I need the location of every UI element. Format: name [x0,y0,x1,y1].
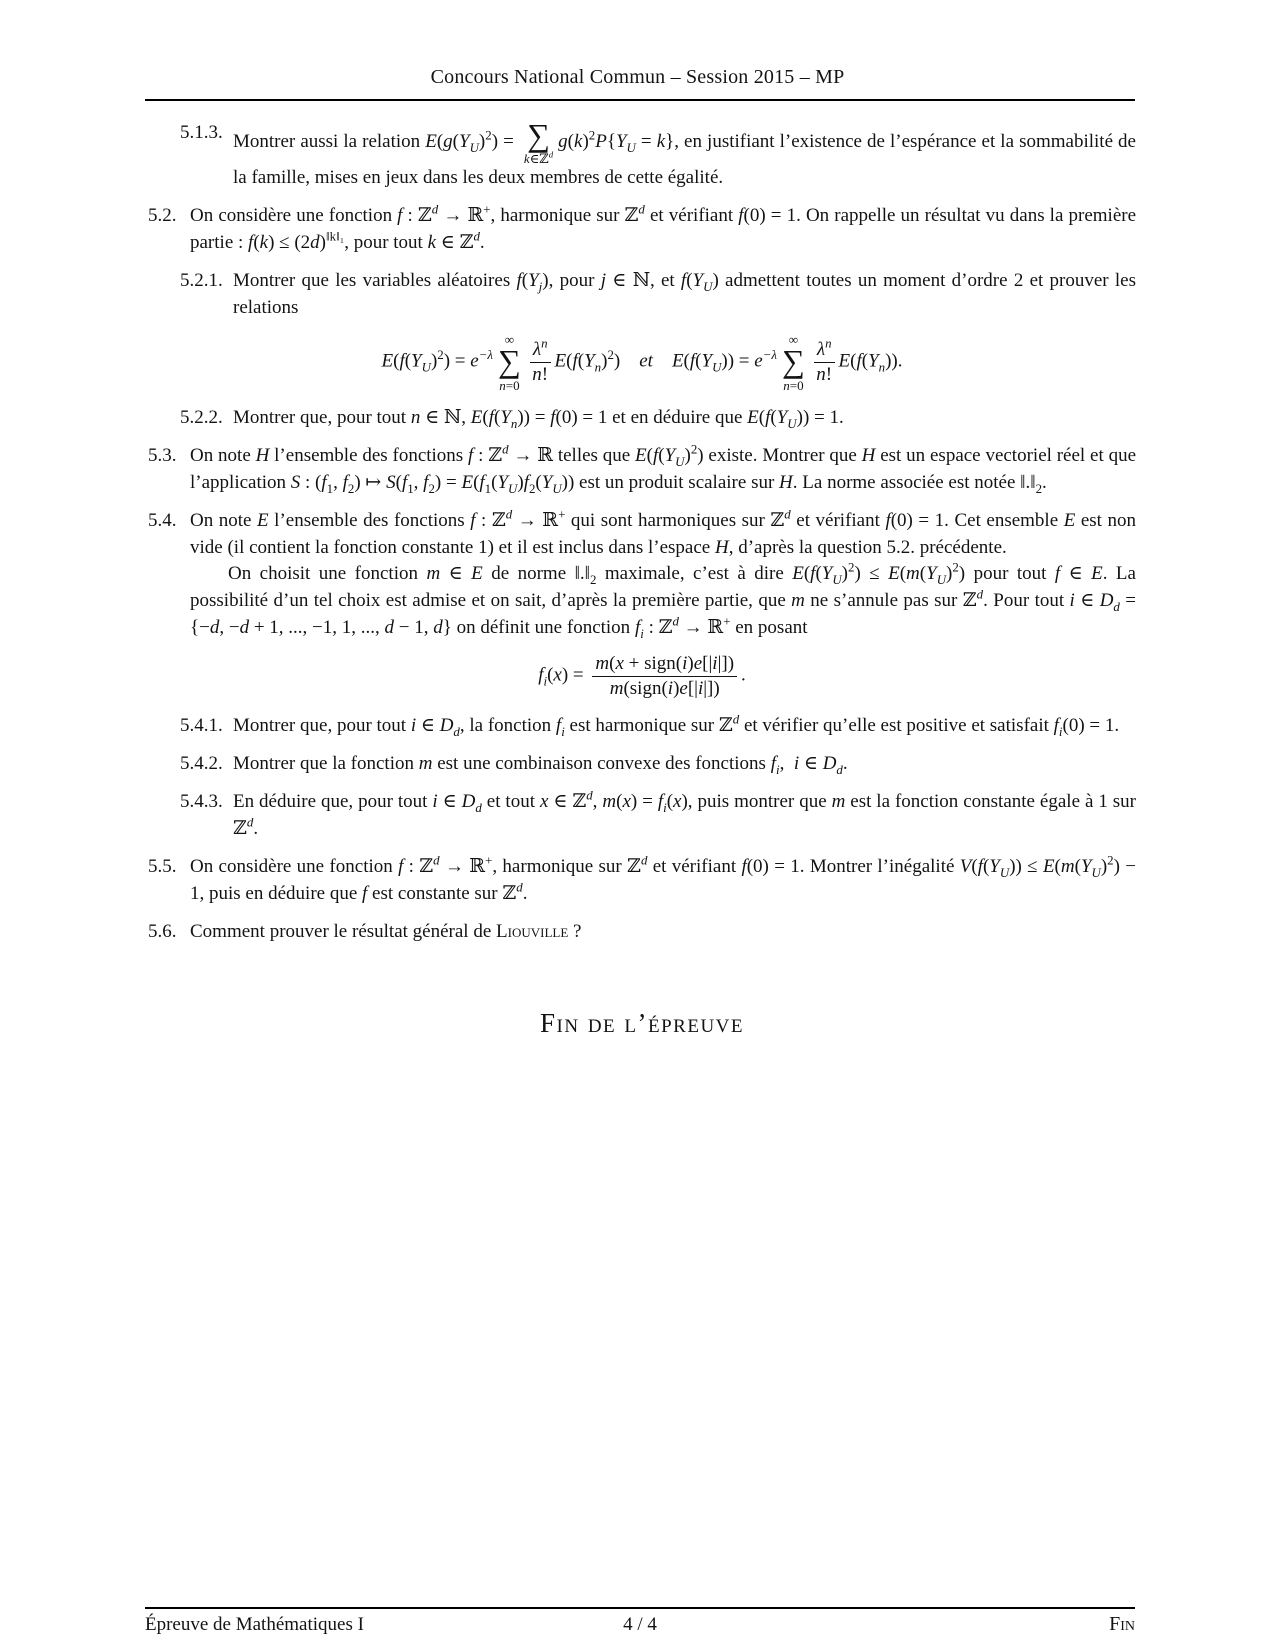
question-5-5 [148,854,1136,908]
question-number: 5.5. [148,855,177,877]
question-paragraph: On choisit une fonction m ∈ E de norme $‖.‖_2$ maximale, c’est à dire $E(f(Y_U)^2) \le E(m(Y_U)^2)$ pour tout f ∈ E. La possibilité d’un tel choix est admise et on sait, d’après la première partie, que m ne s’annule pas sur ℤ$^d$. Pour tout i ∈ $D_d = \{-d$, −d + 1, ..., −1, 1, ..., d − 1, d} on définit une fonction $f_i$ : ℤ$^d$ → ℝ+ en posant [190,560,1136,642]
question-5-2-1 [148,268,1136,322]
question-number: 5.2.2. [180,406,223,428]
question-number: 5.6. [148,920,177,942]
question-number: 5.4. [148,509,177,531]
question-5-4-1 [148,713,1136,740]
footer-rule [145,1607,1135,1609]
equation-expectations: $E(f(Y_U)^2) = e^{-\lambda}$ ∞ ∑ n=0 $\frac{\lambda^n}{n!}$ $E(f(Y_n)^2)$ et $E(f(Y_U)) = e^{-\lambda}$ ∞ ∑ n=0 $\frac{\lambda^n}{n!}$ $E(f(Y_n))$. [381,332,903,393]
question-5-4-2 [148,751,1136,778]
question-number: 5.2. [148,205,177,227]
question-text: Comment prouver le résultat général de Liouville ? [190,920,582,942]
page-footer [145,1613,1135,1636]
question-text: Montrer que, pour tout n ∈ ℕ, $E(f(Y_n)) = f(0) = 1$ et en déduire que $E(f(Y_U)) = 1$. [233,406,844,431]
question-5-2 [148,203,1136,257]
footer-fin-label: Fin [1109,1613,1135,1635]
question-text: Montrer que les variables aléatoires $f(Y_j)$, pour j ∈ ℕ, et $f(Y_U)$ admettent toutes un moment d’ordre 2 et prouver les relations [233,270,1137,319]
math-sum: ∑ k∈ℤ$^d$ [523,117,554,167]
page-content [148,117,1137,1039]
question-5-2-2 [148,405,1136,432]
question-5-4 [148,508,1136,643]
footer-exam-name: Épreuve de Mathématiques I [145,1614,364,1635]
end-of-exam-title: Fin de l’épreuve [540,1007,744,1038]
question-text: On considère une fonction f : ℤ$^d$ → ℝ+, harmonique sur ℤ$^d$ et vérifiant f(0) = 1. On rappelle un résultat vu dans la première partie : $f(k) \le (2d)^{‖k‖_1}$, pour tout k ∈ ℤ$^d$. [190,202,1137,254]
question-text: On considère une fonction f : ℤ$^d$ → ℝ+, harmonique sur ℤ$^d$ et vérifiant f(0) = 1. Montrer l’inégalité $V(f(Y_U)) \le E(m(Y_U)^2) - 1$, puis en déduire que f est constante sur ℤ$^d$. [190,852,1136,904]
question-number: 5.4.2. [180,753,223,775]
math-sum: ∞ ∑ n=0 [498,332,521,393]
math-fraction: $\frac{\lambda^n}{n!}$ [814,339,835,386]
question-number: 5.2.1. [180,270,223,292]
footer-page-number: 4 / 4 [623,1614,657,1635]
math-fraction: $\frac{\lambda^n}{n!}$ [530,339,551,386]
question-number: 5.3. [148,444,177,466]
header-rule [145,99,1135,101]
question-text: On note H l’ensemble des fonctions f : ℤ$^d$ → ℝ telles que $E(f(Y_U)^2)$ existe. Montrer que H est un espace vectoriel réel et que l’application S : ($f_1$, $f_2$) ↦ $S(f_1$, $f_2) = E(f_1(Y_U)f_2(Y_U))$ est un produit scalaire sur H. La norme associée est notée $‖.‖_2$. [190,441,1137,496]
math-sum: ∞ ∑ n=0 [782,332,805,393]
question-text: Montrer aussi la relation $E(g(Y_U)^2)$ = ∑ k∈ℤ$^d$ $g(k)^2P\{Y_U = k\}$, en justifiant l’existence de l’espérance et la sommabilité de la famille, mises en jeux dans les deux membres de cette égalité. [233,117,1136,189]
question-text: Montrer que la fonction m est une combinaison convexe des fonctions $f_i$, i ∈ $D_d$. [233,753,848,777]
question-5-6 [148,919,1136,946]
equation-fi-definition: $f_i(x)$ = $\frac{\text{m(x + sign(i)e[|i|])}}{\text{m(sign(i)e[|i|])}}$ . [538,653,746,700]
question-text: En déduire que, pour tout i ∈ $D_d$ et tout x ∈ ℤ$^d$, $m(x) = f_i(x)$, puis montrer que m est la fonction constante égale à 1 sur ℤ$^d$. [233,787,1137,839]
question-text [190,508,1136,643]
question-5-1-3 [148,117,1136,192]
question-paragraph: On note E l’ensemble des fonctions f : ℤ$^d$ → ℝ+ qui sont harmoniques sur ℤ$^d$ et vérifiant f(0) = 1. Cet ensemble E est non vide (il contient la fonction constante 1) et il est inclus dans l’espace H, d’après la question 5.2. précédente. [190,506,1137,558]
question-5-4-3 [148,789,1136,843]
question-number: 5.4.3. [180,791,223,812]
math-fraction: $\frac{\text{m(x + sign(i)e[|i|])}}{\text{m(sign(i)e[|i|])}}$ [592,653,737,700]
question-5-3 [148,443,1136,497]
question-text: Montrer que, pour tout i ∈ $D_d$, la fonction $f_i$ est harmonique sur ℤ$^d$ et vérifier qu’elle est positive et satisfait $f_i(0) = 1$. [233,711,1120,739]
question-number: 5.4.1. [180,715,223,737]
question-number: 5.1.3. [180,122,223,143]
page-header-title: Concours National Commun – Session 2015 – MP [430,66,845,88]
